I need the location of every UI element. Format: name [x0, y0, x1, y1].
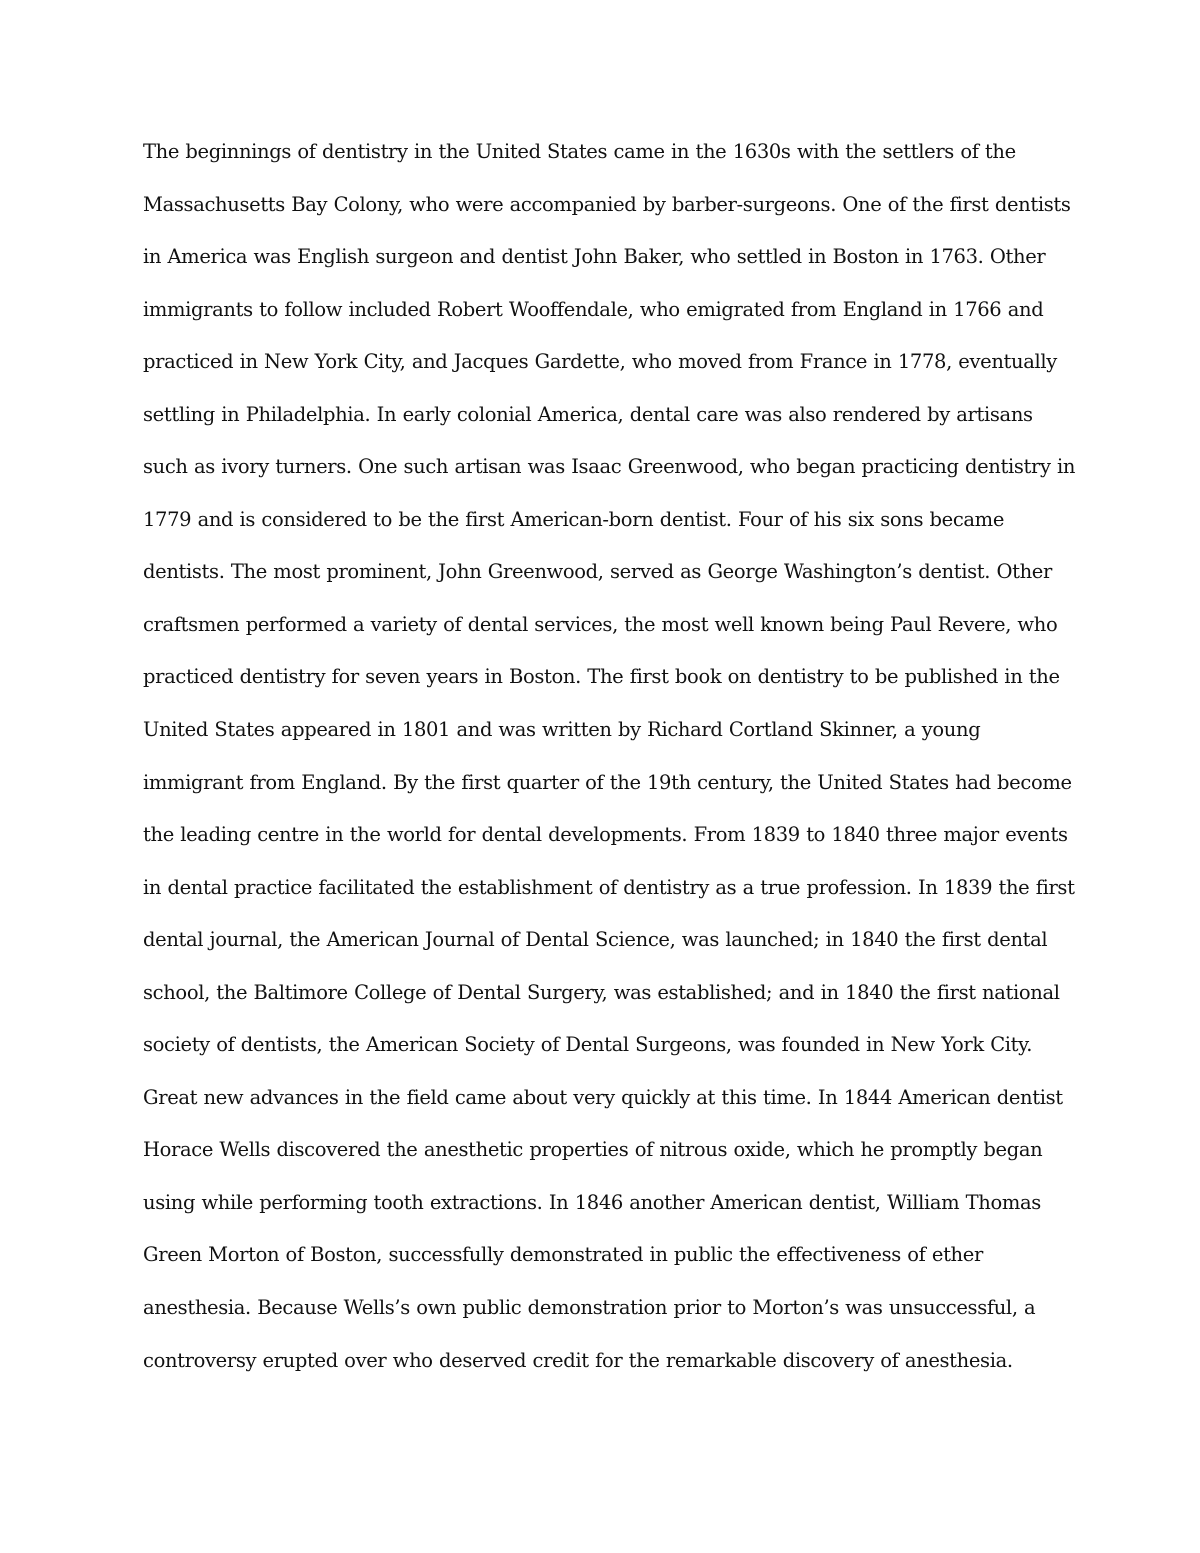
paragraph-line: immigrants to follow included Robert Wooffendale, who emigrated from England in 1766 and — [143, 297, 1044, 321]
body-paragraph — [143, 134, 1083, 1395]
paragraph-line: United States appeared in 1801 and was written by Richard Cortland Skinner, a young — [143, 718, 981, 742]
paragraph-line: practiced dentistry for seven years in Boston. The first book on dentistry to be published in the — [143, 665, 1060, 689]
paragraph-line: Great new advances in the field came about very quickly at this time. In 1844 American dentist — [143, 1085, 1063, 1109]
paragraph-line: settling in Philadelphia. In early colonial America, dental care was also rendered by artisans — [143, 402, 1033, 426]
paragraph-line: Green Morton of Boston, successfully demonstrated in public the effectiveness of ether — [143, 1243, 983, 1267]
paragraph-line: 1779 and is considered to be the first American-born dentist. Four of his six sons became — [143, 507, 1005, 531]
paragraph-line: society of dentists, the American Society of Dental Surgeons, was founded in New York City. — [143, 1033, 1033, 1057]
paragraph-line: Massachusetts Bay Colony, who were accompanied by barber-surgeons. One of the first dentists — [143, 192, 1071, 216]
paragraph-line: using while performing tooth extractions. In 1846 another American dentist, William Thomas — [143, 1190, 1041, 1214]
paragraph-line: dentists. The most prominent, John Greenwood, served as George Washington’s dentist. Other — [143, 560, 1052, 584]
paragraph-line: Horace Wells discovered the anesthetic properties of nitrous oxide, which he promptly began — [143, 1138, 1043, 1162]
paragraph-line: immigrant from England. By the first quarter of the 19th century, the United States had become — [143, 770, 1072, 794]
paragraph-line: in America was English surgeon and dentist John Baker, who settled in Boston in 1763. Other — [143, 245, 1046, 269]
paragraph-line: controversy erupted over who deserved credit for the remarkable discovery of anesthesia. — [143, 1348, 1013, 1372]
paragraph-line: practiced in New York City, and Jacques Gardette, who moved from France in 1778, eventually — [143, 350, 1057, 374]
paragraph-line: in dental practice facilitated the establishment of dentistry as a true profession. In 1839 the first — [143, 875, 1075, 899]
paragraph-line: anesthesia. Because Wells’s own public demonstration prior to Morton’s was unsuccessful, a — [143, 1296, 1036, 1320]
paragraph-line: The beginnings of dentistry in the United States came in the 1630s with the settlers of the — [143, 140, 1016, 163]
paragraph-line: craftsmen performed a variety of dental services, the most well known being Paul Revere, who — [143, 612, 1058, 636]
paragraph-line: the leading centre in the world for dental developments. From 1839 to 1840 three major events — [143, 823, 1068, 847]
paragraph-line: such as ivory turners. One such artisan was Isaac Greenwood, who began practicing dentistry in — [143, 455, 1076, 479]
paragraph-line: dental journal, the American Journal of Dental Science, was launched; in 1840 the first dental — [143, 928, 1048, 952]
paragraph-line: school, the Baltimore College of Dental Surgery, was established; and in 1840 the first national — [143, 980, 1060, 1004]
